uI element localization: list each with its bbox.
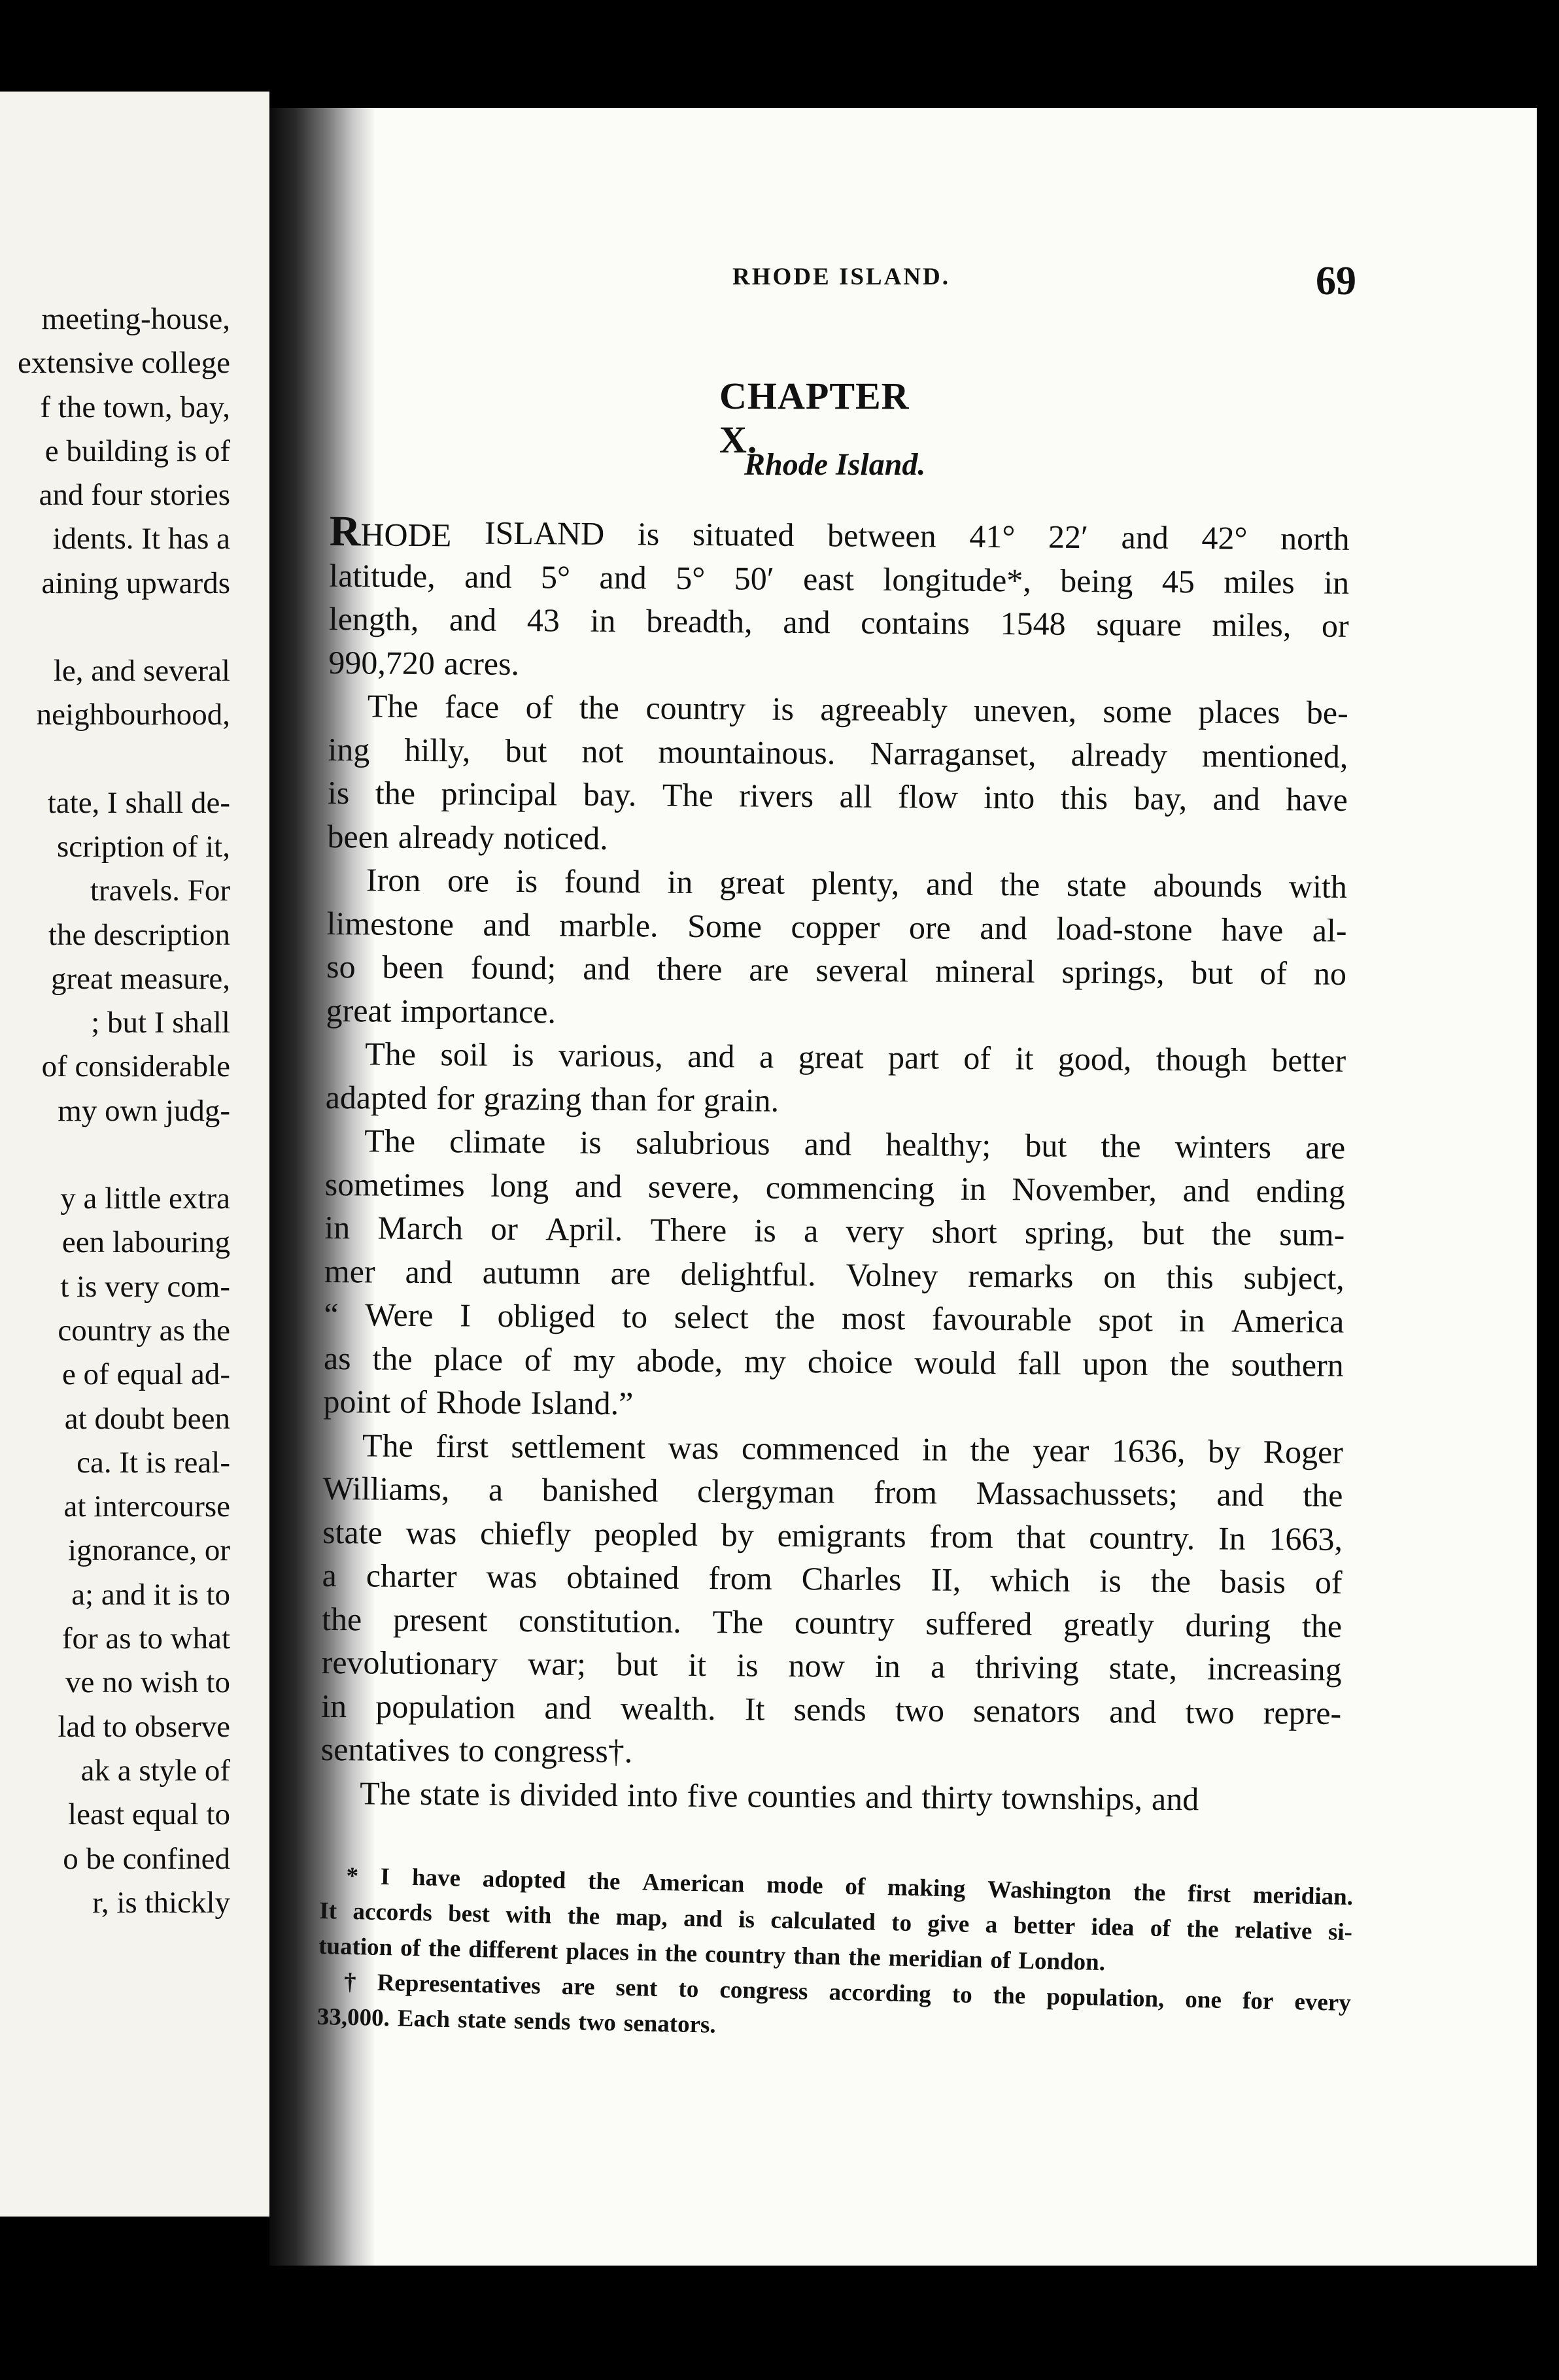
body-line: The state is divided into five counties and thirty townships, and — [360, 1774, 1199, 1817]
body-line: ing hilly, but not mountainous. Narraganset, already mentioned, — [328, 730, 1348, 775]
footnote-line: 33,000. Each state sends two senators. — [317, 2003, 717, 2039]
left-page-line: meeting-house, — [41, 302, 230, 336]
left-page-line: for as to what — [61, 1622, 230, 1656]
body-line: been already noticed. — [327, 817, 608, 857]
left-page-line: lad to observe — [58, 1709, 230, 1744]
left-facing-page — [0, 92, 269, 2217]
left-page-line: le, and several — [53, 654, 230, 688]
left-page-line: great measure, — [50, 961, 230, 996]
body-line: the present constitution. The country suffered greatly during the — [321, 1600, 1343, 1644]
body-line: length, and 43 in breadth, and contains 1548 square miles, or — [328, 600, 1349, 644]
body-line: great importance. — [326, 991, 557, 1030]
left-page-line: the description — [48, 917, 230, 952]
body-line: in population and wealth. It sends two senators and two repre- — [321, 1687, 1342, 1731]
footnote-line: * I have adopted the American mode of making Washington the first meridian. — [346, 1862, 1354, 1911]
body-line: sentatives to congress†. — [320, 1730, 633, 1770]
body-line: is the principal bay. The rivers all flow into this bay, and have — [327, 774, 1348, 818]
left-page-line: e of equal ad- — [61, 1357, 230, 1392]
left-page-line: e building is of — [44, 434, 230, 468]
left-page-line: een labouring — [61, 1225, 230, 1260]
body-line: Iron ore is found in great plenty, and the state abounds with — [366, 861, 1348, 905]
left-page-line: neighbourhood, — [36, 698, 230, 732]
body-line: state was chiefly peopled by emigrants from that country. In 1663, — [322, 1513, 1343, 1557]
left-page-gap — [0, 1133, 230, 1177]
body-line: The first settlement was commenced in the year 1636, by Roger — [362, 1426, 1344, 1470]
left-page-line: ve no wish to — [65, 1665, 230, 1700]
left-page-line: t is very com- — [60, 1269, 230, 1304]
left-page-line: ignorance, or — [68, 1533, 230, 1568]
body-line: as the place of my abode, my choice would fall upon the southern — [323, 1339, 1344, 1384]
left-page-text — [0, 298, 230, 1925]
left-page-line: r, is thickly — [92, 1885, 230, 1920]
running-head: RHODE ISLAND. — [732, 264, 950, 290]
body-line: a charter was obtained from Charles II, which is the basis of — [322, 1556, 1343, 1601]
chapter-body — [320, 507, 1350, 1822]
body-line: latitude, and 5° and 5° 50′ east longitude*, being 45 miles in — [329, 556, 1350, 601]
left-page-line: of considerable — [41, 1049, 230, 1084]
body-line: mer and autumn are delightful. Volney remarks on this subject, — [324, 1252, 1345, 1297]
body-line: The face of the country is agreeably uneven, some places be- — [367, 687, 1348, 731]
footnote-line: tuation of the different places in the country than the meridian of London. — [318, 1932, 1106, 1977]
left-page-line: a; and it is to — [71, 1577, 230, 1612]
page-number: 69 — [1316, 259, 1356, 303]
left-page-line: least equal to — [68, 1797, 230, 1832]
left-page-line: extensive college — [18, 346, 230, 381]
footnotes — [317, 1858, 1353, 2056]
body-line: limestone and marble. Some copper ore and load-stone have al- — [326, 904, 1347, 949]
body-line: revolutionary war; but it is now in a thriving state, increasing — [321, 1643, 1342, 1688]
body-line: sometimes long and severe, commencing in November, and ending — [324, 1165, 1345, 1210]
body-line: point of Rhode Island.” — [323, 1382, 634, 1422]
left-page-line: at doubt been — [64, 1401, 230, 1436]
left-page-line: aining upwards — [41, 566, 230, 600]
left-page-line: ca. It is real- — [77, 1445, 230, 1480]
left-page-line: and four stories — [39, 478, 230, 513]
left-page-line: y a little extra — [60, 1182, 230, 1216]
body-line: The climate is salubrious and healthy; but the winters are — [364, 1122, 1346, 1166]
left-page-gap — [0, 738, 230, 781]
left-page-line: ; but I shall — [91, 1006, 230, 1040]
left-page-line: f the town, bay, — [40, 390, 230, 424]
footnote-line: It accords best with the map, and is calculated to give a better idea of the relative si- — [318, 1897, 1353, 1946]
left-page-line: travels. For — [90, 874, 230, 908]
left-page-line: country as the — [58, 1313, 230, 1348]
chapter-subtitle: Rhode Island. — [744, 447, 926, 482]
left-page-line: o be confined — [63, 1841, 230, 1876]
body-line: 990,720 acres. — [328, 643, 520, 682]
left-page-gap — [0, 605, 230, 649]
left-page-line: tate, I shall de- — [47, 785, 230, 820]
left-page-line: at intercourse — [63, 1489, 230, 1524]
left-page-line: ak a style of — [80, 1753, 230, 1788]
body-line: adapted for grazing than for grain. — [325, 1078, 780, 1119]
body-line: The soil is various, and a great part of it good, though better — [365, 1035, 1346, 1079]
left-page-line: my own judg- — [58, 1093, 230, 1128]
left-page-line: idents. It has a — [52, 522, 230, 556]
footnote-line: † Representatives are sent to congress according to the population, one for every — [343, 1968, 1352, 2017]
chapter-title: CHAPTER X. — [719, 375, 910, 461]
left-page-line: scription of it, — [57, 829, 230, 864]
body-line: “ Were I obliged to select the most favourable spot in America — [324, 1295, 1345, 1340]
body-line: RHODE ISLAND is situated between 41° 22′ and 42° north — [329, 507, 1350, 557]
body-line: Williams, a banished clergyman from Massachussets; and the — [322, 1469, 1343, 1514]
body-line: in March or April. There is a very short spring, but the sum- — [324, 1208, 1345, 1253]
body-line: so been found; and there are several mineral springs, but of no — [326, 947, 1347, 992]
